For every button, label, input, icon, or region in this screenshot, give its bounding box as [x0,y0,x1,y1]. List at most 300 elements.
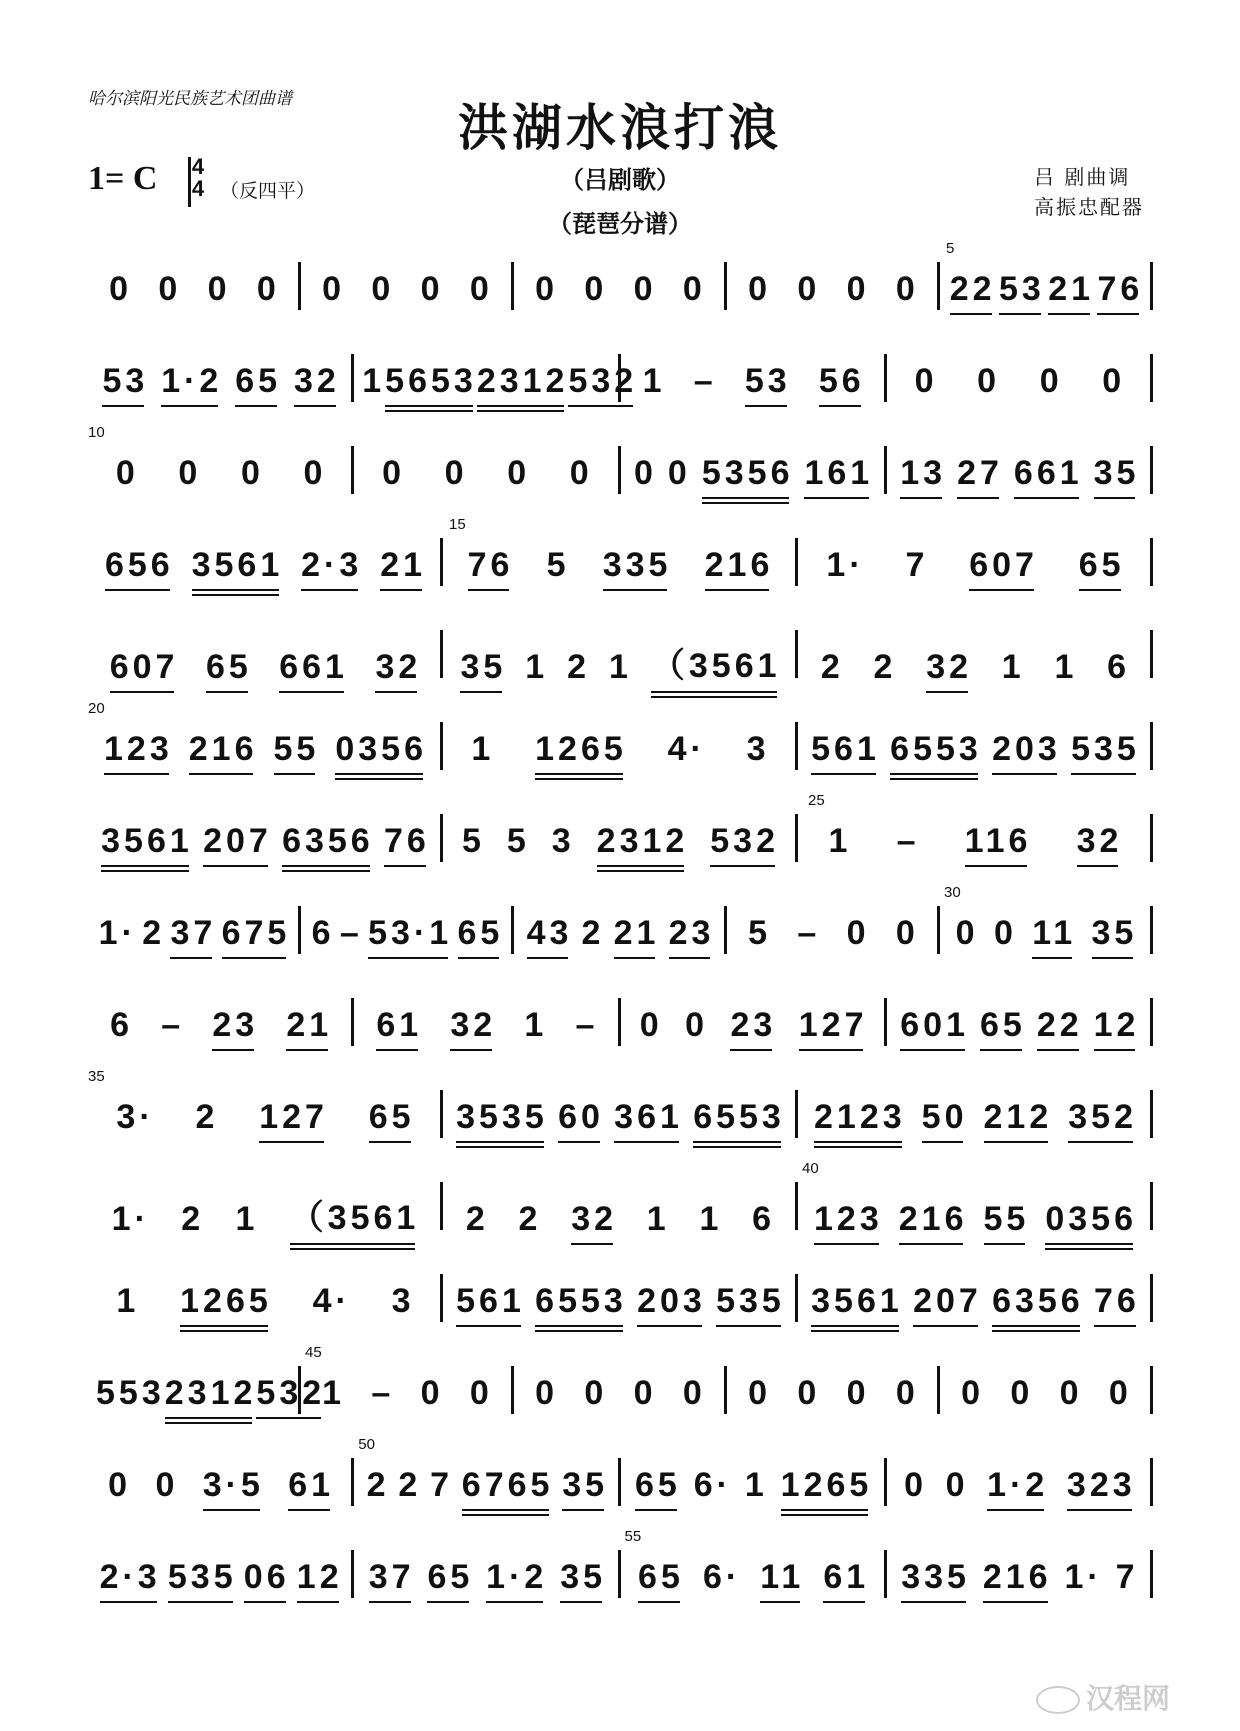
note-group: 601 [900,1006,969,1044]
note-group: 0 [945,1466,969,1504]
measure [621,1558,887,1597]
note-group: 607 [109,648,179,686]
measure [727,914,940,953]
note-group: 12 [1093,1006,1140,1044]
note-group: 7 [430,1466,453,1504]
note-group: 0 [420,1374,444,1412]
note-group: 1265 [535,730,627,768]
note-group: 5 [546,546,570,584]
note-group: 1 [471,730,495,768]
measure [621,1006,887,1045]
watermark-text: 汉程网 [1085,1682,1170,1715]
note-group: 0 [895,1374,919,1412]
note-group: 2123 [814,1098,906,1136]
note-group: 1·2 [987,1466,1049,1504]
measure [301,914,514,953]
note-group: 2 [820,648,844,686]
measure [443,1282,798,1321]
note-group: 60 [558,1098,604,1136]
note-group: 1· [826,546,865,584]
note-group: 0 [895,270,919,308]
note-group: （3561 [290,1190,420,1239]
note-group: 53·1 [368,914,453,952]
note-group: 0 [634,454,657,492]
note-group: 0 [158,270,182,308]
note-group: 61 [288,1466,335,1504]
note-group: 0 [993,914,1017,952]
measure [887,1006,1153,1045]
note-group: 0 [569,454,593,492]
note-group: 0 [904,1466,927,1504]
note-group: 535 [1071,730,1140,768]
measure [621,362,887,401]
note-group: 37 [368,1558,415,1596]
measure [887,362,1153,401]
note-group: 5 [748,914,772,952]
measure [354,1558,620,1597]
note-group: 3561 [811,1282,903,1320]
measure [443,546,798,585]
note-group: – [371,1374,395,1412]
score-row [88,240,1153,342]
note-group: 2 [581,914,605,952]
measure [940,914,1153,953]
note-group: 53 [998,270,1045,308]
note-group: 4· [312,1282,351,1320]
note-group: 7 [905,546,929,584]
note-group: 0 [1059,1374,1083,1412]
note-group: 203 [637,1282,706,1320]
note-group: 65 [638,1558,684,1596]
note-group: 0 [420,270,444,308]
score-row [88,1436,1153,1538]
note-group: 1 [1001,648,1025,686]
note-group: 335 [602,546,672,584]
measure [727,1374,940,1413]
note-group: 65 [205,648,252,686]
note-group: 2312 [476,362,569,400]
note-group: 0 [507,454,531,492]
score-row [88,1344,1153,1446]
measure [301,1374,514,1413]
measure-number: 45 [305,1344,322,1361]
measure [354,1006,620,1045]
note-group: 21 [613,914,660,952]
note-group: 127 [259,1098,328,1136]
note-group: 11 [1032,914,1077,952]
note-group: 0 [371,270,395,308]
note-group: 32 [926,648,973,686]
note-group: 1 [609,648,632,686]
note-group: 127 [798,1006,868,1044]
measure [88,1374,326,1413]
score-row [88,1528,1153,1630]
measure-number: 10 [88,424,105,441]
note-group: 65 [634,1466,681,1504]
measure [88,1558,354,1597]
note-group: 216 [982,1558,1052,1596]
note-group: 6356 [282,822,374,860]
time-top: 4 [191,154,205,179]
note-group: 0 [961,1374,985,1412]
note-group: 6 [752,1200,776,1238]
note-group: 0 [444,454,468,492]
note-group: 53 [102,362,149,400]
note-group: 0 [977,362,1001,400]
note-group: 1 [699,1200,723,1238]
note-group: 2312 [164,1374,257,1412]
note-group: 0 [1010,1374,1034,1412]
note-group: 2 [142,914,166,952]
note-group: 1 [362,362,386,400]
note-group: 65 [1078,546,1125,584]
score-row [88,792,1153,894]
measure [443,822,798,861]
measure [798,546,1153,585]
note-group: 0 [256,270,280,308]
measure-number: 35 [88,1068,105,1085]
note-group: 1 [524,1006,548,1044]
note-group: – [797,914,821,952]
note-group: 0 [685,1006,709,1044]
note-group: 661 [1013,454,1083,492]
measure [301,270,514,309]
note-group: 3561 [191,546,284,584]
note-group: 32 [571,1200,618,1238]
note-group: 32 [293,362,340,400]
note-group: 0 [1039,362,1063,400]
note-group: 1265 [180,1282,272,1320]
note-group: 0 [914,362,938,400]
score-row [88,884,1153,986]
note-group: 21 [286,1006,333,1044]
note-group: 1· [1064,1558,1103,1596]
note-group: 5356 [701,454,794,492]
note-group: 35 [460,648,507,686]
troupe-label: 哈尔滨阳光民族艺术团曲谱 [88,89,292,109]
note-group: 6 [1107,648,1131,686]
note-group: 1 [828,822,852,860]
measure [88,638,443,687]
note-group: 3561 [101,822,193,860]
note-group: 65 [457,914,504,952]
composer-line1: 吕 剧曲调 [1034,165,1131,189]
note-group: 0 [682,270,706,308]
note-group: 0 [155,1466,179,1504]
note-group: 2·3 [301,546,363,584]
note-group: 43 [526,914,573,952]
measure [88,1282,443,1321]
note-group: 656 [104,546,174,584]
note-group: 5 [461,822,485,860]
note-group: 32 [1076,822,1123,860]
note-group: 335 [901,1558,970,1596]
measure [798,1190,1153,1239]
note-group: 6· [693,1466,732,1504]
note-group: 2·3 [99,1558,161,1596]
note-group: 535 [167,1558,237,1596]
page-title: 洪湖水浪打浪 [458,99,782,157]
note-group: 0 [584,270,608,308]
note-group: 13 [900,454,947,492]
note-group: 0 [633,270,657,308]
note-group: 0 [115,454,139,492]
tuning-label: （反四平） [220,180,316,202]
note-group: 3· [116,1098,155,1136]
measure [88,1006,354,1045]
note-group: 532 [568,362,638,400]
note-group: 3 [141,1374,165,1412]
note-group: 216 [898,1200,968,1238]
note-group: 27 [957,454,1003,492]
note-group: 0 [846,270,870,308]
note-group: 11 [760,1558,805,1596]
note-group: 0 [748,270,772,308]
measure [887,1466,1153,1505]
measure [88,270,301,309]
note-group: – [575,1006,599,1044]
note-group: 607 [969,546,1038,584]
score-row [88,342,1153,434]
note-group: 1· [111,1200,150,1238]
note-group: 65 [979,1006,1026,1044]
note-group: 22 [1036,1006,1083,1044]
note-group: 0 [682,1374,706,1412]
measure [798,1282,1153,1321]
score-body [88,240,1153,1630]
note-group: 23 [730,1006,777,1044]
note-group: 675 [221,914,291,952]
subtitle-part: （琵琶分谱） [548,210,692,238]
note-group: – [161,1006,185,1044]
note-group: 323 [1066,1466,1136,1504]
note-group: 1 [642,362,666,400]
note-group: 0 [639,1006,663,1044]
note-group: 76 [467,546,514,584]
measure [621,1466,887,1505]
note-group: – [896,822,920,860]
note-group: 1 [1054,648,1078,686]
note-group: 561 [456,1282,525,1320]
note-group: 50 [921,1098,968,1136]
measure-number: 55 [624,1528,642,1545]
note-group: 0 [469,1374,493,1412]
note-group: 532 [710,822,779,860]
note-group: 3 [746,730,770,768]
measure-number: 25 [808,792,825,809]
measure [940,270,1153,309]
note-group: 0356 [335,730,427,768]
note-group: 212 [983,1098,1053,1136]
note-group: 561 [811,730,880,768]
note-group: 6553 [535,1282,627,1320]
note-group: （3561 [651,638,781,687]
note-group: 123 [104,730,173,768]
note-group: 55 [273,730,320,768]
measure [88,1190,443,1239]
note-group: 0 [797,270,821,308]
note-group: 2 [181,1200,205,1238]
note-group: 1 [744,1466,768,1504]
note-group: 535 [716,1282,785,1320]
note-group: 65 [235,362,282,400]
note-group: 06 [243,1558,290,1596]
measure [88,362,354,401]
watermark [1036,1677,1170,1717]
note-group: 5 [506,822,530,860]
note-group: 0 [108,1466,132,1504]
note-group: 0 [178,454,202,492]
note-group: – [693,362,717,400]
note-group: 1· [98,914,137,952]
note-group: 1 [525,648,549,686]
note-group: 21 [380,546,427,584]
measure [88,822,443,861]
score-row [88,986,1153,1078]
note-group: 2 [195,1098,219,1136]
measure [621,454,887,493]
score-row [88,1160,1153,1262]
note-group: 22 [949,270,996,308]
measure [443,638,798,687]
note-group: 532 [256,1374,326,1412]
note-group: 32 [450,1006,497,1044]
note-group: 116 [964,822,1032,860]
note-group: 2 [465,1200,489,1238]
note-group: 2 [398,1466,422,1504]
measure [354,1466,620,1505]
measure-number: 40 [802,1160,819,1177]
measure [887,454,1153,493]
measure [940,1374,1153,1413]
note-group: 0356 [1045,1200,1137,1238]
measure [514,914,727,953]
composer-line2: 高振忠配器 [1034,195,1144,219]
note-group: 55 [983,1200,1030,1238]
note-group: 35 [1093,454,1140,492]
note-group: 1 [646,1200,670,1238]
note-group: 76 [384,822,430,860]
note-group: 0 [955,914,979,952]
score-row [88,1068,1153,1170]
note-group: 35 [1091,914,1138,952]
measure-number: 20 [88,700,105,717]
note-group: 12 [296,1558,343,1596]
note-group: 216 [704,546,774,584]
note-group: 1 [322,1374,346,1412]
note-group: 0 [846,1374,870,1412]
measure-number: 50 [358,1436,375,1453]
note-group: 0 [584,1374,608,1412]
measure [514,270,727,309]
note-group: 0 [240,454,264,492]
note-group: 0 [322,270,346,308]
measure [88,546,443,585]
note-group: 6 [311,914,335,952]
note-group: 203 [992,730,1061,768]
note-group: 5653 [385,362,477,400]
note-group: 0 [469,270,493,308]
note-group: 6553 [890,730,982,768]
note-group: 0 [895,914,919,952]
note-group: 0 [748,1374,772,1412]
note-group: 3535 [456,1098,548,1136]
measure-number: 5 [946,240,955,257]
note-group: 61 [376,1006,423,1044]
measure [798,1098,1153,1137]
subtitle-genre: （吕剧歌） [560,166,680,194]
watermark-logo-icon [1036,1686,1080,1714]
note-group: 2 [567,648,591,686]
time-bottom: 4 [191,176,205,201]
note-group: 37 [170,914,217,952]
note-group: 0 [1108,1374,1132,1412]
note-group: 0 [797,1374,821,1412]
measure [798,730,1153,769]
measure [798,822,1153,861]
note-group: 1·2 [486,1558,548,1596]
note-group: 0 [1102,362,1126,400]
note-group: 0 [667,454,691,492]
score-row [88,700,1153,802]
note-group: 207 [913,1282,982,1320]
measure [514,1374,727,1413]
note-group: 2312 [596,822,689,860]
note-group: 35 [560,1558,607,1596]
note-group: 32 [375,648,422,686]
note-group: 76 [1094,1282,1140,1320]
measure-number: 15 [449,516,466,533]
score-row [88,618,1153,710]
note-group: 56 [818,362,865,400]
note-group: 1 [116,1282,140,1320]
note-group: 0 [535,270,559,308]
measure [354,362,638,401]
note-group: 65 [427,1558,474,1596]
note-group: 3 [551,822,575,860]
measure [88,1098,443,1137]
note-group: 6553 [693,1098,785,1136]
composer-credits [1034,162,1144,222]
measure [88,914,301,953]
note-group: 1265 [780,1466,873,1504]
measure [88,730,443,769]
measure-number: 30 [944,884,961,901]
note-group: 6765 [461,1466,554,1504]
note-group: 216 [188,730,258,768]
note-group: 123 [814,1200,883,1238]
measure [727,270,940,309]
note-group: 6356 [992,1282,1084,1320]
note-group: 76 [1097,270,1144,308]
note-group: 2 [873,648,897,686]
note-group: 6· [702,1558,742,1596]
measure [88,454,354,493]
note-group: 3·5 [202,1466,264,1504]
note-group: 0 [109,270,133,308]
note-group: 0 [382,454,405,492]
note-group: 35 [562,1466,609,1504]
measure [798,638,1153,687]
note-group: 0 [207,270,231,308]
note-group: 207 [203,822,272,860]
measure [887,1558,1153,1597]
note-group: 7 [1115,1558,1139,1596]
note-group: 65 [368,1098,415,1136]
note-group: 4· [667,730,706,768]
measure [443,1190,798,1239]
note-group: 1 [235,1200,259,1238]
